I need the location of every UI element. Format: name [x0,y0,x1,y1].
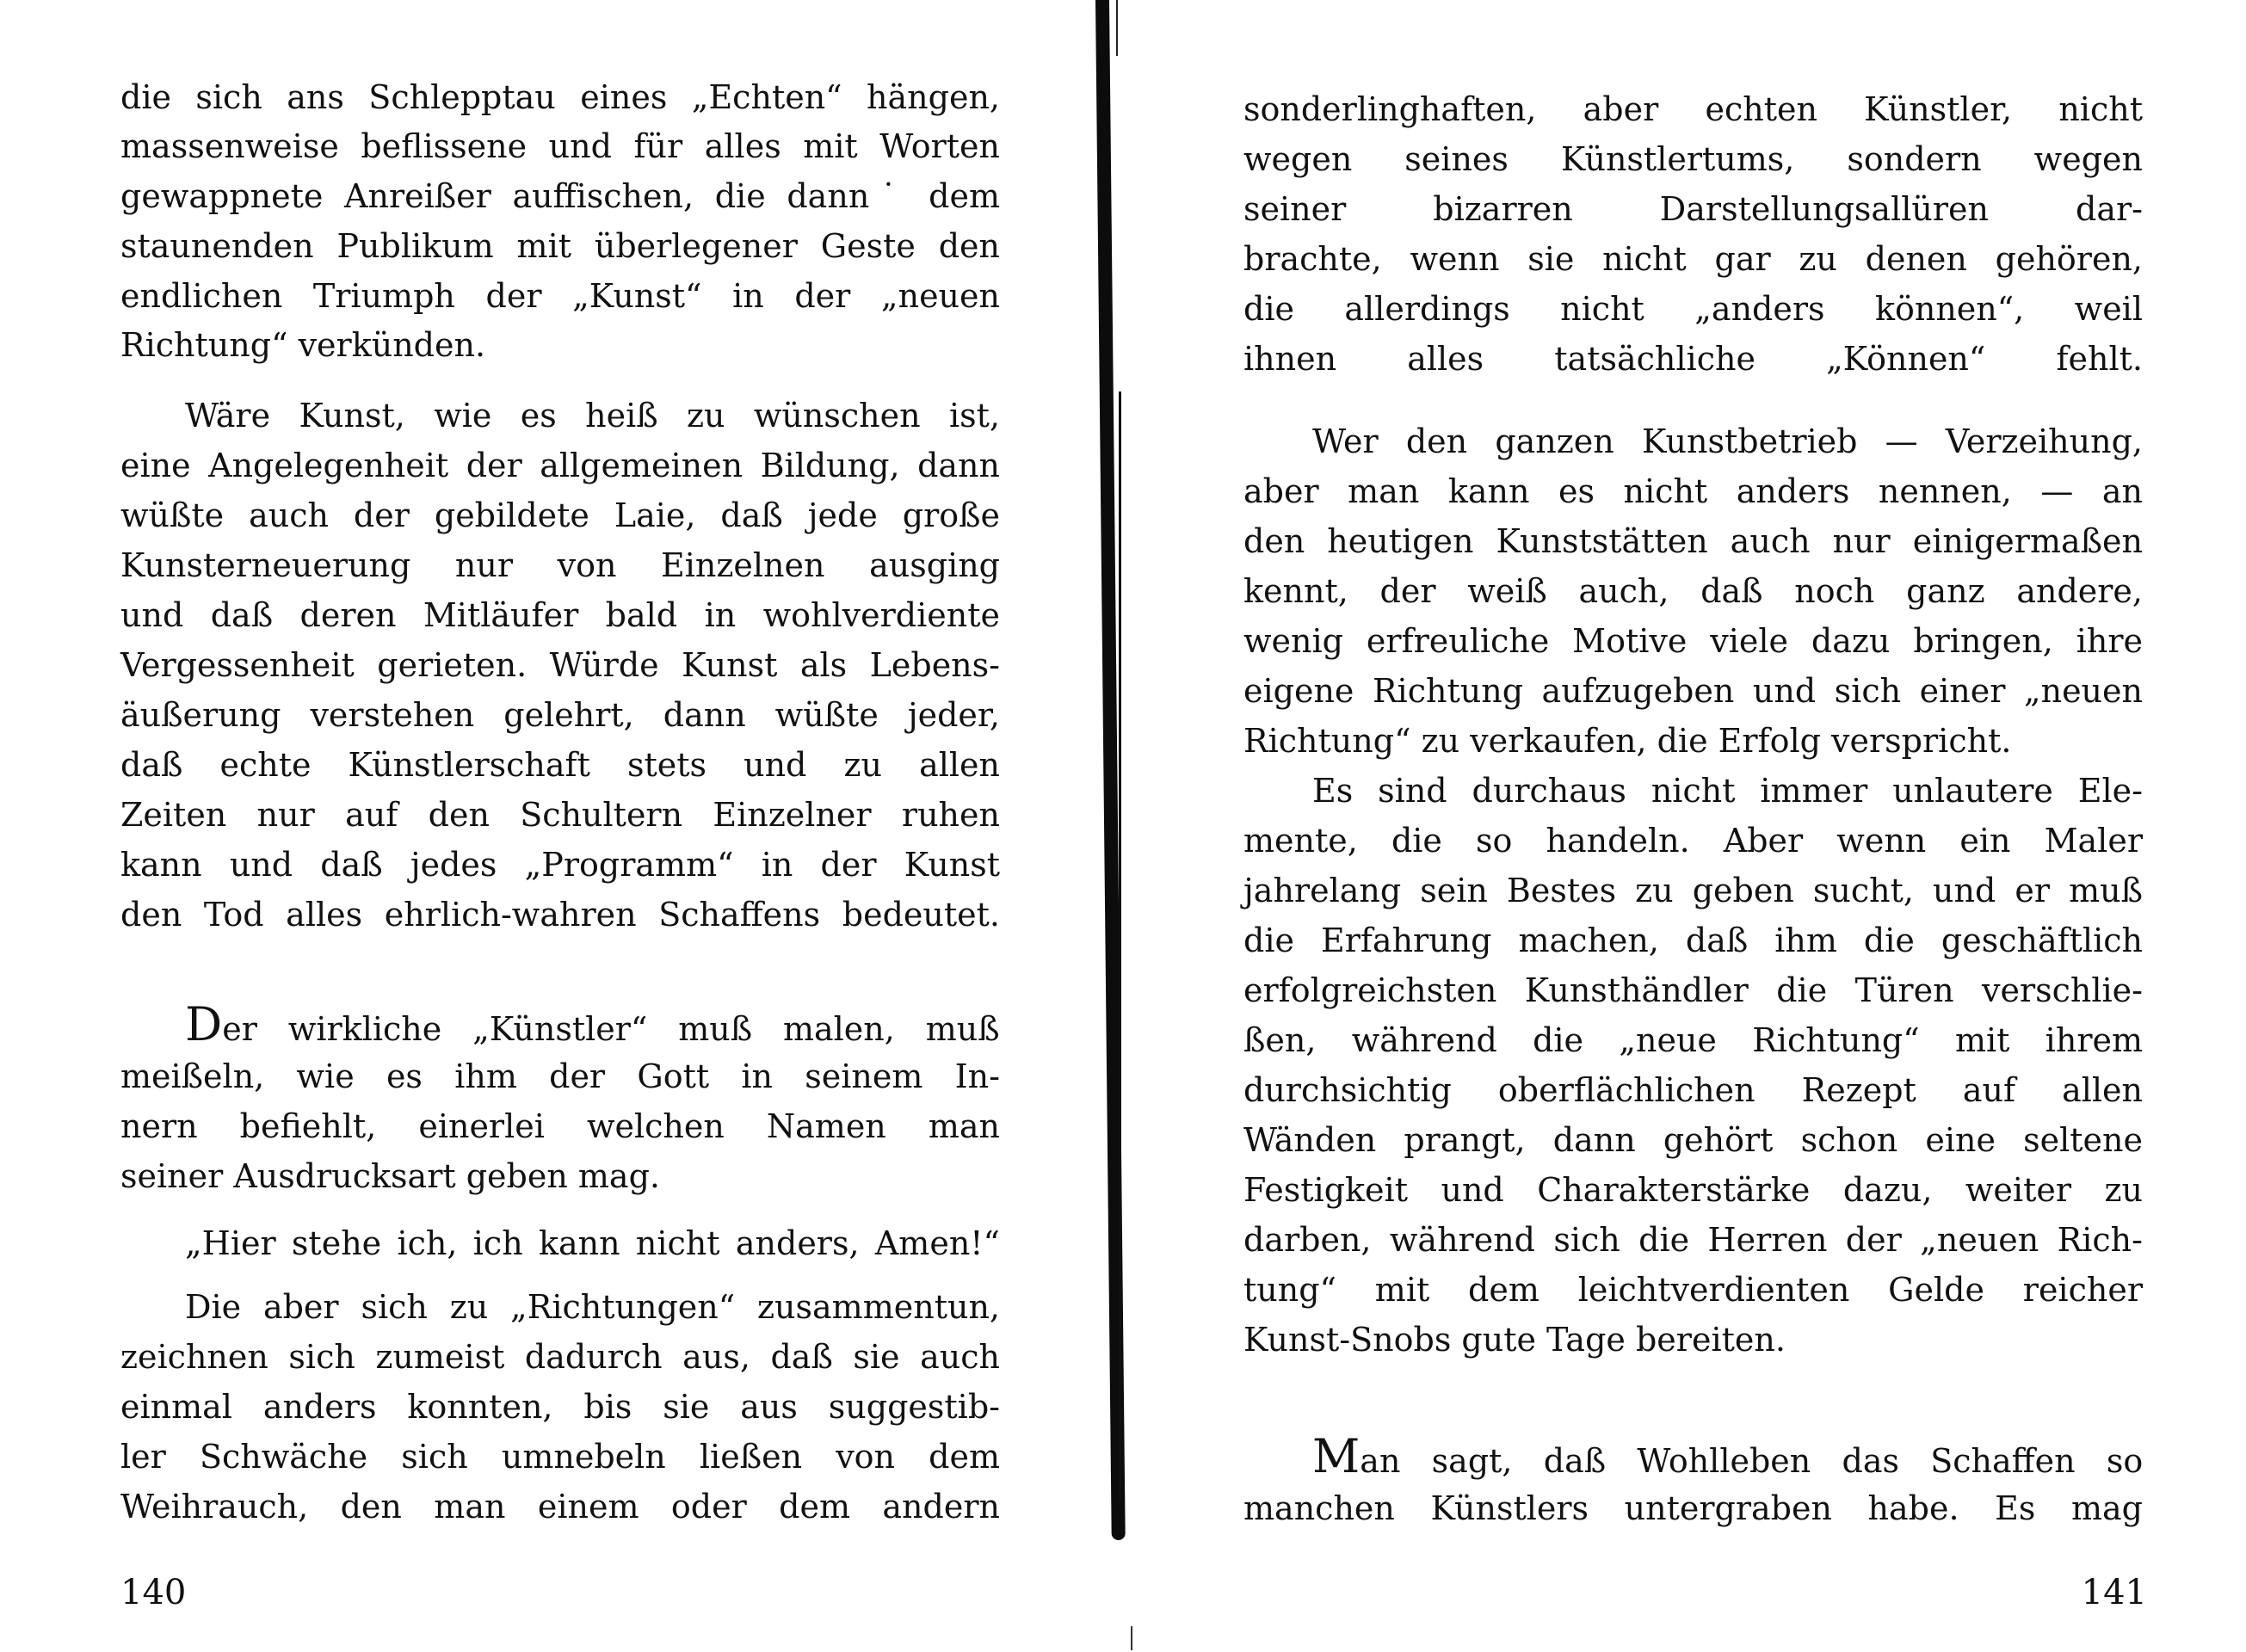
text-line: ihnen alles tatsächliche „Können“ fehlt. [1243,340,2143,378]
text-line-rest: er wirkliche „Künstler“ muß malen, muß [222,1010,1000,1048]
text-line: die Erfahrung machen, daß ihm die geschäftlich [1243,922,2143,959]
text-line: Wäre Kunst, wie es heiß zu wünschen ist, [185,397,1000,435]
text-line: Richtung“ zu verkaufen, die Erfolg verspricht. [1243,722,2012,760]
text-line: die sich ans Schlepptau eines „Echten“ hängen, [120,78,1000,116]
text-line: wegen seines Künstlertums, sondern wegen [1243,140,2143,178]
text-line: und daß deren Mitläufer bald in wohlverdiente [120,596,1000,634]
text-line-inner [185,997,1000,1051]
right-page [1119,0,2246,1652]
text-line: kann und daß jedes „Programm“ in der Kunst [120,846,1000,884]
page-number: 140 [120,1573,187,1612]
page-number: 141 [2081,1573,2147,1612]
text-line: seiner bizarren Darstellungsallüren dar- [1243,190,2143,228]
text-line: eine Angelegenheit der allgemeinen Bildung, dann [120,447,1000,484]
text-line: ler Schwäche sich umnebeln ließen von dem [120,1438,1000,1476]
text-line: kennt, der weiß auch, daß noch ganz andere, [1243,572,2143,610]
text-line: den heutigen Kunststätten auch nur einigermaßen [1243,522,2143,560]
text-line: wenig erfreuliche Motive viele dazu bringen, ihre [1243,622,2143,660]
text-line: sonderlinghaften, aber echten Künstler, nicht [1243,90,2143,128]
text-line: mente, die so handeln. Aber wenn ein Maler [1243,822,2143,860]
text-line: erfolgreichsten Kunsthändler die Türen verschlie- [1243,971,2143,1009]
text-line: Vergessenheit gerieten. Würde Kunst als Lebens- [120,646,1000,684]
text-line: Wer den ganzen Kunstbetrieb — Verzeihung, [1312,422,2143,460]
text-line: Weihrauch, den man einem oder dem andern [120,1488,1000,1526]
text-line: die allerdings nicht „anders können“, weil [1243,290,2143,328]
text-line: Richtung“ verkünden. [120,326,486,364]
text-line: jahrelang sein Bestes zu geben sucht, und er muß [1243,872,2143,909]
text-line: seiner Ausdrucksart geben mag. [120,1157,660,1195]
text-line [1312,1429,2144,1483]
text-line: brachte, wenn sie nicht gar zu denen gehören, [1243,240,2143,278]
left-page [0,0,1084,1652]
text-line: manchen Künstlers untergraben habe. Es mag [1243,1489,2143,1527]
text-line: Die aber sich zu „Richtungen“ zusammentun, [185,1288,1000,1326]
text-line-rest: an sagt, daß Wohlleben das Schaffen so [1360,1442,2144,1480]
text-line: Festigkeit und Charakterstärke dazu, weiter zu [1243,1171,2143,1209]
text-line: zeichnen sich zumeist dadurch aus, daß sie auch [120,1338,1000,1376]
text-line: Zeiten nur auf den Schultern Einzelner ruhen [120,796,1000,834]
text-line: Kunsterneuerung nur von Einzelnen ausging [120,546,1000,584]
section-first-line [185,997,1000,1051]
text-line: Kunst-Snobs gute Tage bereiten. [1243,1321,1786,1359]
book-gutter-line [1116,0,1118,56]
text-line: „Hier stehe ich, ich kann nicht anders, Amen!“ [185,1224,1000,1262]
text-line: daß echte Künstlerschaft stets und zu allen [120,746,1000,784]
text-line: endlichen Triumph der „Kunst“ in der „neuen [120,277,1000,315]
text-line: den Tod alles ehrlich-wahren Schaffens bedeutet. [120,896,1000,934]
initial-letter: M [1312,1429,1361,1483]
text-line: gewappnete Anreißer auffischen, die dann˙ dem [120,177,1000,215]
text-line: aber man kann es nicht anders nennen, — an [1243,472,2143,510]
text-line: meißeln, wie es ihm der Gott in seinem In- [120,1057,1000,1095]
section-first-line [1312,1429,2144,1483]
text-line: darben, während sich die Herren der „neuen Rich- [1243,1221,2143,1259]
text-line: massenweise beflissene und für alles mit Worten [120,127,1000,165]
text-line: wüßte auch der gebildete Laie, daß jede große [120,496,1000,534]
text-line: einmal anders konnten, bis sie aus suggestib- [120,1388,1000,1426]
text-line [185,997,1000,1051]
text-line: staunenden Publikum mit überlegener Geste den [120,227,1000,265]
text-line: ßen, während die „neue Richtung“ mit ihrem [1243,1021,2143,1059]
text-line: äußerung verstehen gelehrt, dann wüßte jeder, [120,696,1000,734]
text-line: tung“ mit dem leichtverdienten Gelde reicher [1243,1271,2143,1309]
text-line: eigene Richtung aufzugeben und sich einer „neuen [1243,672,2143,710]
text-line: durchsichtig oberflächlichen Rezept auf allen [1243,1071,2143,1109]
text-line: Es sind durchaus nicht immer unlautere Ele- [1312,772,2143,810]
initial-letter: D [185,997,223,1051]
text-line: Wänden prangt, dann gehört schon eine seltene [1243,1121,2143,1159]
text-line: nern befiehlt, einerlei welchen Namen man [120,1107,1000,1145]
